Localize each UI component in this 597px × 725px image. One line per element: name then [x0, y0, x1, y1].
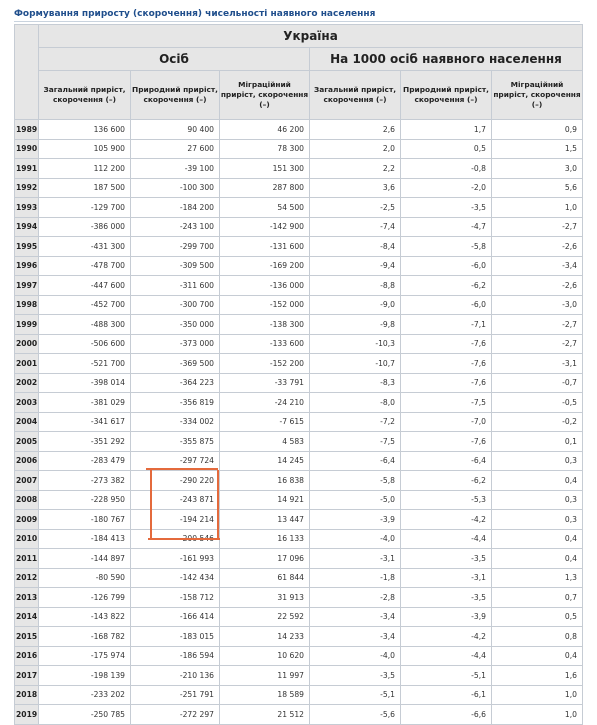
persons-group-header: Осіб	[39, 48, 310, 71]
year-cell: 2008	[15, 490, 39, 510]
value-cell: 0,1	[492, 432, 583, 452]
value-cell: -5,1	[310, 685, 401, 705]
value-cell: -180 767	[39, 510, 131, 530]
value-cell: 1,5	[492, 139, 583, 159]
title-divider	[14, 21, 580, 22]
value-cell: -138 300	[220, 315, 310, 335]
value-cell: 10 620	[220, 646, 310, 666]
value-cell: 13 447	[220, 510, 310, 530]
table-row	[15, 256, 583, 276]
value-cell: -243 871	[131, 490, 220, 510]
table-title: Формування приросту (скорочення) чисельності наявного населення	[14, 9, 376, 19]
column-header: Міграційний приріст, скорочення (–)	[492, 71, 583, 120]
table-body	[15, 120, 583, 725]
value-cell: -8,0	[310, 393, 401, 413]
value-cell: -4,4	[401, 529, 492, 549]
value-cell: -3,9	[310, 510, 401, 530]
value-cell: -311 600	[131, 276, 220, 296]
value-cell: -198 139	[39, 666, 131, 686]
value-cell: -33 791	[220, 373, 310, 393]
value-cell: -169 200	[220, 256, 310, 276]
column-header: Загальний приріст, скорочення (–)	[39, 71, 131, 120]
value-cell: -3,5	[401, 588, 492, 608]
year-cell: 2015	[15, 627, 39, 647]
value-cell: -100 300	[131, 178, 220, 198]
table-row	[15, 354, 583, 374]
highlight-mark-right	[217, 470, 219, 540]
value-cell: -133 600	[220, 334, 310, 354]
value-cell: -2,8	[310, 588, 401, 608]
value-cell: -251 791	[131, 685, 220, 705]
value-cell: -5,1	[401, 666, 492, 686]
value-cell: -9,4	[310, 256, 401, 276]
value-cell: -4,0	[310, 646, 401, 666]
value-cell: 16 133	[220, 529, 310, 549]
value-cell: -24 210	[220, 393, 310, 413]
table-row	[15, 510, 583, 530]
value-cell: -6,1	[401, 685, 492, 705]
value-cell: -7,6	[401, 354, 492, 374]
value-cell: -6,4	[401, 451, 492, 471]
value-cell: 105 900	[39, 139, 131, 159]
year-cell: 1992	[15, 178, 39, 198]
value-cell: 11 997	[220, 666, 310, 686]
column-header: Природний приріст, скорочення (–)	[131, 71, 220, 120]
year-cell: 2003	[15, 393, 39, 413]
value-cell: -5,0	[310, 490, 401, 510]
year-cell: 2000	[15, 334, 39, 354]
value-cell: 3,0	[492, 159, 583, 179]
value-cell: -6,2	[401, 471, 492, 491]
value-cell: -2,6	[492, 237, 583, 257]
value-cell: -309 500	[131, 256, 220, 276]
column-header: Природний приріст, скорочення (–)	[401, 71, 492, 120]
value-cell: -300 700	[131, 295, 220, 315]
table-row	[15, 646, 583, 666]
value-cell: -142 900	[220, 217, 310, 237]
value-cell: -506 600	[39, 334, 131, 354]
value-cell: -6,6	[401, 705, 492, 725]
table-row	[15, 276, 583, 296]
value-cell: -194 214	[131, 510, 220, 530]
year-header	[15, 25, 39, 120]
value-cell: -166 414	[131, 607, 220, 627]
year-cell: 2017	[15, 666, 39, 686]
value-cell: -5,6	[310, 705, 401, 725]
value-cell: 0,3	[492, 490, 583, 510]
value-cell: -3,0	[492, 295, 583, 315]
value-cell: 2,2	[310, 159, 401, 179]
value-cell: 1,0	[492, 198, 583, 218]
value-cell: 187 500	[39, 178, 131, 198]
value-cell: -158 712	[131, 588, 220, 608]
value-cell: -2,7	[492, 315, 583, 335]
table-row	[15, 412, 583, 432]
value-cell: 27 600	[131, 139, 220, 159]
value-cell: -233 202	[39, 685, 131, 705]
value-cell: -8,4	[310, 237, 401, 257]
value-cell: -10,3	[310, 334, 401, 354]
highlight-mark-top	[146, 468, 218, 470]
value-cell: 14 921	[220, 490, 310, 510]
value-cell: -10,7	[310, 354, 401, 374]
value-cell: -3,4	[310, 627, 401, 647]
value-cell: 287 800	[220, 178, 310, 198]
year-cell: 2004	[15, 412, 39, 432]
value-cell: 3,6	[310, 178, 401, 198]
value-cell: -250 785	[39, 705, 131, 725]
value-cell: 1,7	[401, 120, 492, 140]
table-row	[15, 237, 583, 257]
value-cell: -3,1	[310, 549, 401, 569]
value-cell: -3,9	[401, 607, 492, 627]
year-cell: 2002	[15, 373, 39, 393]
value-cell: -126 799	[39, 588, 131, 608]
value-cell: -334 002	[131, 412, 220, 432]
value-cell: -4,7	[401, 217, 492, 237]
table-row	[15, 607, 583, 627]
year-cell: 1994	[15, 217, 39, 237]
value-cell: 2,0	[310, 139, 401, 159]
year-cell: 1993	[15, 198, 39, 218]
value-cell: -283 479	[39, 451, 131, 471]
year-cell: 2018	[15, 685, 39, 705]
table-row	[15, 529, 583, 549]
value-cell: 0,4	[492, 529, 583, 549]
table-row	[15, 159, 583, 179]
value-cell: 0,7	[492, 588, 583, 608]
table-row	[15, 432, 583, 452]
table-row	[15, 451, 583, 471]
value-cell: 136 600	[39, 120, 131, 140]
table-row	[15, 120, 583, 140]
value-cell: -7,6	[401, 432, 492, 452]
highlight-mark-bottom	[148, 538, 220, 540]
table-row	[15, 315, 583, 335]
table-row	[15, 490, 583, 510]
value-cell: -364 223	[131, 373, 220, 393]
value-cell: -355 875	[131, 432, 220, 452]
value-cell: 112 200	[39, 159, 131, 179]
year-cell: 1991	[15, 159, 39, 179]
value-cell: -9,0	[310, 295, 401, 315]
value-cell: -184 200	[131, 198, 220, 218]
highlight-mark-left	[150, 468, 152, 540]
year-cell: 2009	[15, 510, 39, 530]
value-cell: -210 136	[131, 666, 220, 686]
year-cell: 1999	[15, 315, 39, 335]
value-cell: -183 015	[131, 627, 220, 647]
value-cell: -186 594	[131, 646, 220, 666]
value-cell: -131 600	[220, 237, 310, 257]
value-cell: 1,6	[492, 666, 583, 686]
table-row	[15, 666, 583, 686]
value-cell: -3,1	[492, 354, 583, 374]
value-cell: -272 297	[131, 705, 220, 725]
table-row	[15, 471, 583, 491]
value-cell: -0,2	[492, 412, 583, 432]
value-cell: -3,4	[310, 607, 401, 627]
value-cell: -3,5	[401, 549, 492, 569]
value-cell: -80 590	[39, 568, 131, 588]
value-cell: 0,3	[492, 451, 583, 471]
value-cell: -175 974	[39, 646, 131, 666]
value-cell: -161 993	[131, 549, 220, 569]
value-cell: -7,2	[310, 412, 401, 432]
year-cell: 1990	[15, 139, 39, 159]
year-cell: 2012	[15, 568, 39, 588]
value-cell: -3,5	[401, 198, 492, 218]
value-cell: 0,9	[492, 120, 583, 140]
value-cell: -447 600	[39, 276, 131, 296]
value-cell: 4 583	[220, 432, 310, 452]
value-cell: -228 950	[39, 490, 131, 510]
value-cell: 1,0	[492, 685, 583, 705]
value-cell: -341 617	[39, 412, 131, 432]
value-cell: -2,0	[401, 178, 492, 198]
value-cell: -521 700	[39, 354, 131, 374]
table-row	[15, 198, 583, 218]
table-row	[15, 295, 583, 315]
value-cell: -5,8	[401, 237, 492, 257]
value-cell: 17 096	[220, 549, 310, 569]
value-cell: 31 913	[220, 588, 310, 608]
value-cell: -351 292	[39, 432, 131, 452]
value-cell: -381 029	[39, 393, 131, 413]
value-cell: -386 000	[39, 217, 131, 237]
year-cell: 2013	[15, 588, 39, 608]
value-cell: 14 233	[220, 627, 310, 647]
value-cell: 90 400	[131, 120, 220, 140]
value-cell: -7,6	[401, 373, 492, 393]
value-cell: -8,3	[310, 373, 401, 393]
value-cell: -184 413	[39, 529, 131, 549]
year-cell: 2007	[15, 471, 39, 491]
value-cell: 1,0	[492, 705, 583, 725]
value-cell: -4,2	[401, 510, 492, 530]
value-cell: 54 500	[220, 198, 310, 218]
value-cell: -8,8	[310, 276, 401, 296]
value-cell: -136 000	[220, 276, 310, 296]
population-table	[14, 24, 583, 725]
value-cell: -290 220	[131, 471, 220, 491]
value-cell: -299 700	[131, 237, 220, 257]
value-cell: -168 782	[39, 627, 131, 647]
value-cell: -152 200	[220, 354, 310, 374]
value-cell: -7,5	[401, 393, 492, 413]
value-cell: -5,8	[310, 471, 401, 491]
value-cell: -7,5	[310, 432, 401, 452]
value-cell: 0,4	[492, 646, 583, 666]
table-row	[15, 549, 583, 569]
value-cell: -273 382	[39, 471, 131, 491]
value-cell: 61 844	[220, 568, 310, 588]
table-row	[15, 705, 583, 725]
value-cell: -373 000	[131, 334, 220, 354]
year-cell: 2014	[15, 607, 39, 627]
column-header: Міграційний приріст, скорочення (–)	[220, 71, 310, 120]
table-row	[15, 393, 583, 413]
value-cell: 78 300	[220, 139, 310, 159]
value-cell: 2,6	[310, 120, 401, 140]
value-cell: -4,4	[401, 646, 492, 666]
value-cell: 0,8	[492, 627, 583, 647]
value-cell: 5,6	[492, 178, 583, 198]
value-cell: -452 700	[39, 295, 131, 315]
value-cell: -142 434	[131, 568, 220, 588]
year-cell: 2001	[15, 354, 39, 374]
value-cell: 151 300	[220, 159, 310, 179]
value-cell: 0,4	[492, 471, 583, 491]
value-cell: 14 245	[220, 451, 310, 471]
value-cell: -0,5	[492, 393, 583, 413]
table-row	[15, 217, 583, 237]
value-cell: -143 822	[39, 607, 131, 627]
value-cell: -2,5	[310, 198, 401, 218]
value-cell: -369 500	[131, 354, 220, 374]
value-cell: -7 615	[220, 412, 310, 432]
value-cell: -431 300	[39, 237, 131, 257]
value-cell: -4,2	[401, 627, 492, 647]
value-cell: -6,4	[310, 451, 401, 471]
value-cell: 18 589	[220, 685, 310, 705]
value-cell: -2,6	[492, 276, 583, 296]
year-cell: 1998	[15, 295, 39, 315]
value-cell: -356 819	[131, 393, 220, 413]
value-cell: -0,7	[492, 373, 583, 393]
value-cell: -39 100	[131, 159, 220, 179]
value-cell: -3,1	[401, 568, 492, 588]
value-cell: -488 300	[39, 315, 131, 335]
year-cell: 2006	[15, 451, 39, 471]
value-cell: 46 200	[220, 120, 310, 140]
year-cell: 1989	[15, 120, 39, 140]
value-cell: -1,8	[310, 568, 401, 588]
column-header: Загальний приріст, скорочення (–)	[310, 71, 401, 120]
year-cell: 2005	[15, 432, 39, 452]
value-cell: -478 700	[39, 256, 131, 276]
value-cell: -297 724	[131, 451, 220, 471]
value-cell: 16 838	[220, 471, 310, 491]
value-cell: 21 512	[220, 705, 310, 725]
value-cell: -6,0	[401, 256, 492, 276]
table-row	[15, 588, 583, 608]
year-cell: 1995	[15, 237, 39, 257]
value-cell: 0,5	[401, 139, 492, 159]
value-cell: -2,7	[492, 217, 583, 237]
table-row	[15, 568, 583, 588]
table-row	[15, 627, 583, 647]
value-cell: -129 700	[39, 198, 131, 218]
region-header: Україна	[39, 25, 583, 48]
value-cell: -5,3	[401, 490, 492, 510]
value-cell: -152 000	[220, 295, 310, 315]
value-cell: -243 100	[131, 217, 220, 237]
value-cell: 0,3	[492, 510, 583, 530]
value-cell: -7,4	[310, 217, 401, 237]
value-cell: -6,2	[401, 276, 492, 296]
year-cell: 2016	[15, 646, 39, 666]
value-cell: 0,5	[492, 607, 583, 627]
value-cell: -4,0	[310, 529, 401, 549]
value-cell: -398 014	[39, 373, 131, 393]
year-cell: 2019	[15, 705, 39, 725]
value-cell: -6,0	[401, 295, 492, 315]
year-cell: 2011	[15, 549, 39, 569]
value-cell: -144 897	[39, 549, 131, 569]
value-cell: -0,8	[401, 159, 492, 179]
table-row	[15, 178, 583, 198]
value-cell: -7,6	[401, 334, 492, 354]
value-cell: -350 000	[131, 315, 220, 335]
year-cell: 1996	[15, 256, 39, 276]
value-cell: -9,8	[310, 315, 401, 335]
value-cell: -7,0	[401, 412, 492, 432]
value-cell: -2,7	[492, 334, 583, 354]
per1000-group-header: На 1000 осіб наявного населення	[310, 48, 583, 71]
value-cell: -3,5	[310, 666, 401, 686]
value-cell: 1,3	[492, 568, 583, 588]
value-cell: 22 592	[220, 607, 310, 627]
year-cell: 1997	[15, 276, 39, 296]
table-row	[15, 139, 583, 159]
table-row	[15, 685, 583, 705]
value-cell: -7,1	[401, 315, 492, 335]
year-cell: 2010	[15, 529, 39, 549]
table-row	[15, 334, 583, 354]
value-cell: -3,4	[492, 256, 583, 276]
table-row	[15, 373, 583, 393]
value-cell: 0,4	[492, 549, 583, 569]
